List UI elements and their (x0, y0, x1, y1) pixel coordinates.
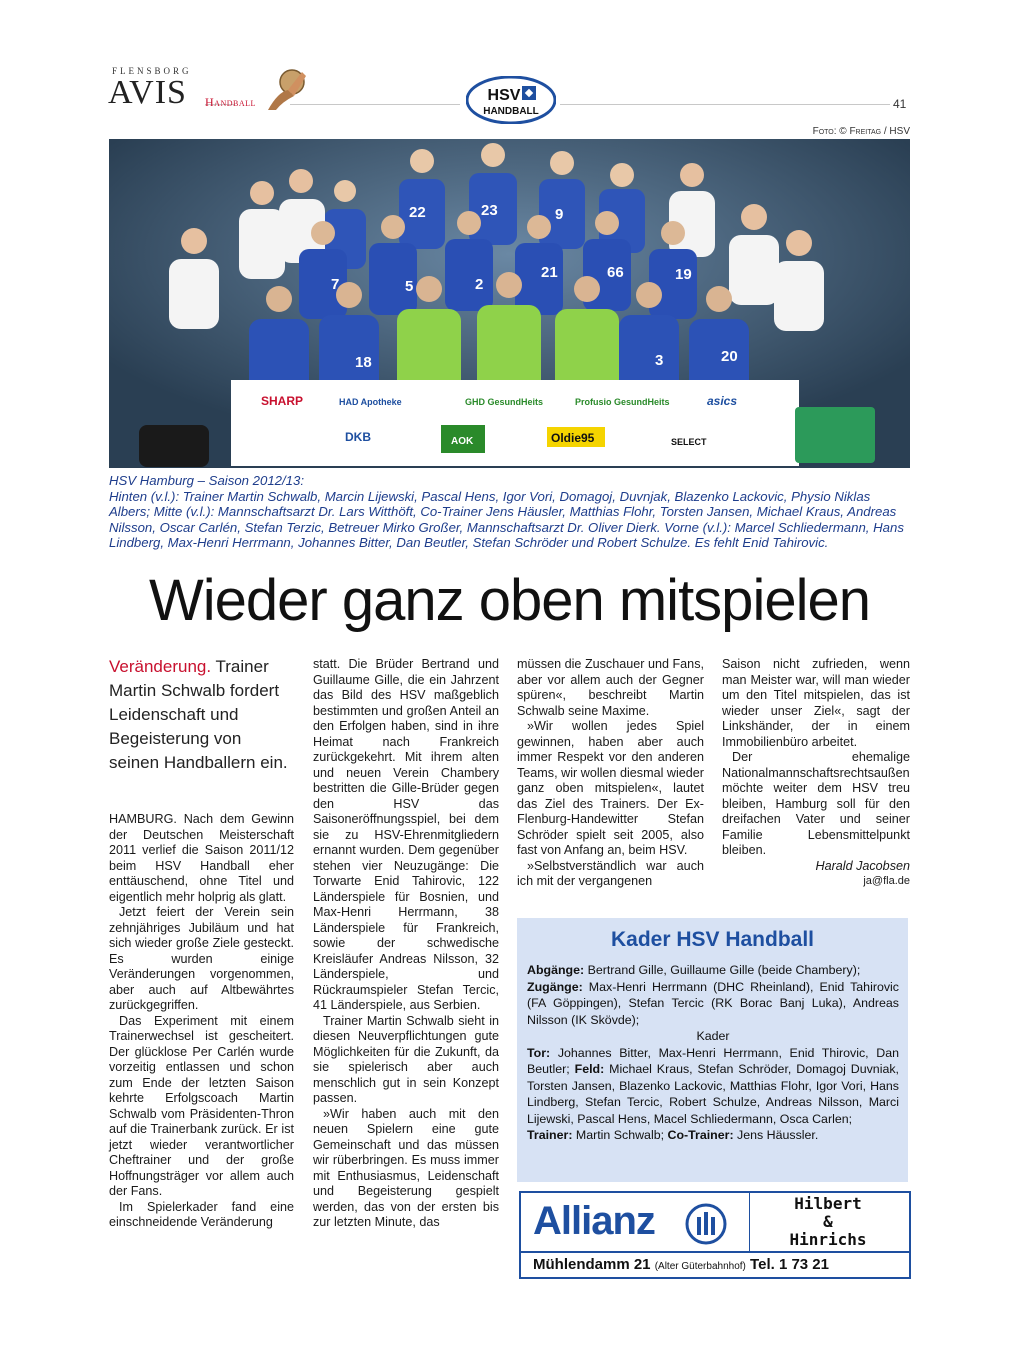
ad-street: Mühlendamm 21 (533, 1256, 651, 1273)
paragraph: Jetzt feiert der Verein sein zehnjähriges Jubiläum und hat sich wieder große Ziele gesteckt. Es wurden einige Veränderungen vorgenommen, aber auch auf Altbewährtes zurückgegriffen. (109, 905, 294, 1012)
zugaenge-label: Zugänge: (527, 979, 583, 994)
section-label: Handball (205, 95, 256, 109)
jersey-number: 2 (475, 276, 484, 293)
ad-line2: & (823, 1212, 833, 1231)
hsv-logo-top: HSV (487, 87, 521, 104)
article-column-4 (722, 657, 910, 890)
page-number: 41 (893, 97, 907, 111)
sponsor-sharp: SHARP (261, 394, 304, 408)
trainer-text: Martin Schwalb; (572, 1128, 665, 1142)
paragraph: »Wir haben auch mit den neuen Spielern eine gute Gemeinschaft und das müssen wir rüberbringen. Es muss immer mit Enthusiasmus, Leidenschaft und Begeisterung gespielt werden, das von der ersten bis zur letzten Minute, das (313, 1106, 499, 1229)
sponsor-aok: AOK (451, 436, 474, 447)
handball-player-icon (258, 62, 310, 112)
abgaenge-text: Bertrand Gille, Guillaume Gille (beide Chambery); (584, 963, 861, 977)
ad-rule (521, 1251, 909, 1253)
ad-brand: Allianz (533, 1199, 655, 1243)
jersey-number: 18 (355, 354, 372, 371)
paragraph: Trainer Martin Schwalb sieht in diesen Neuverpflichtungen gute Möglichkeiten für die Zukunft, da sie spielerisch aber auch menschlich gut in sein Konzept passen. (313, 1013, 499, 1105)
sponsor-asics: asics (707, 394, 738, 408)
paragraph: Das Experiment mit einem Trainerwechsel ist gescheitert. Der glücklose Per Carlén wurde vorzeitig entlassen und schon zum Ende der letzten Saison kehrte Erfolgscoach Martin Schwalb vom Präsidenten-Thron auf die Trainerbank zurück. Er ist jetzt wieder verantwortlicher Cheftrainer und der große Hoffnungsträger vor allem auch der Fans. (109, 1013, 294, 1198)
sponsor-had: HAD Apotheke (339, 397, 402, 407)
tor-label: Tor: (527, 1045, 551, 1060)
kader-title: Kader HSV Handball (610, 928, 815, 951)
header-rule-mid (290, 104, 460, 105)
jersey-number: 5 (405, 278, 414, 295)
ad-line3: Hinrichs (789, 1230, 867, 1249)
header-rule-right (560, 104, 890, 105)
zugaenge-text: Max-Henri Herrmann (DHC Rheinland), Enid Tahirovic (FA Göppingen), Stefan Tercic (RK Borac Banj Luka), Andreas Nilsson (IK Skövde); (527, 979, 899, 1027)
jersey-number: 21 (541, 264, 558, 281)
jersey-number: 7 (331, 276, 340, 293)
feld-label: Feld: (574, 1062, 605, 1076)
headline: Wieder ganz oben mitspielen (149, 568, 870, 633)
intro-text: Trainer Martin Schwalb fordert Leidenschaft und Begeisterung von seinen Handballern ein. (109, 657, 288, 772)
team-photo-players (109, 139, 910, 468)
caption-text: Hinten (v.l.): Trainer Martin Schwalb, Marcin Lijewski, Pascal Hens, Igor Vori, Domagoj, Duvnjak, Blazenko Lackovic, Physio Niklas Albers; Mitte (v.l.): Mannschaftsarzt Dr. Lars Witthöft, Co-Trainer Jens Häusler, Matthias Flohr, Torsten Jansen, Michael Kraus, Andreas Nilsson, Oscar Carlén, Stefan Terzic, Betreuer Mirko Großer, Mannschaftsarzt Dr. Oliver Dierk. Vorne (v.l.): Marcel Schliedermann, Hans Lindberg, Max-Henri Herrmann, Johannes Bitter, Dan Beutler, Stefan Schröder und Robert Schulze. Es fehlt Enid Tahirovic. (109, 488, 904, 550)
sponsor-ghd: GHD GesundHeits (465, 397, 544, 407)
cotrainer-label: Co-Trainer: (667, 1128, 734, 1142)
paragraph: Saison nicht zufrieden, wenn man Meister war, will man wieder um den Titel mitspielen, das ist wieder unser Ziel«, sagt der Linkshänder, der in einem Immobilienbüro arbeitet. (722, 657, 910, 749)
paragraph: Im Spielerkader fand eine einschneidende Veränderung (109, 1199, 294, 1229)
sponsor-profusio: Profusio GesundHeits (575, 397, 670, 407)
tor-text: Johannes Bitter, Max-Henri Herrmann, Enid Thirovic, Dan Beutler; (527, 1045, 899, 1076)
author-email: ja@fla.de (863, 875, 910, 887)
photo-credit: Foto: © Freitag / HSV (812, 126, 910, 137)
paragraph: statt. Die Brüder Bertrand und Guillaume Gille, die ein Jahrzent das Bild des HSV maßgeblich bestimmten und großen Anteil an den Erfolgen haben, sind in ihre Heimat nach Frankreich zurückgekehrt. Mit ihrem alten und neuen Verein Chambery bestritten die Gille-Brüder gegen den HSV das Saisoneröffnungsspiel, bei dem sie zu HSV-Ehrenmitgliedern ernannt wurden. Dem gegenüber stehen vier Neuzugänge: Die Torwarte Enid Tahirovic, 122 Länderspiele für Bosnien, und Max-Henri Herrmann, 38 Länderspiele für Frankreich, sowie der schwedische Kreisläufer Andreas Nilsson, 32 Länderspiele, und Rückraumspieler Stefan Tercic, 41 Länderspiele, aus Serbien. (313, 657, 499, 1012)
kader-subhead: Kader (696, 1029, 730, 1043)
jersey-number: 23 (481, 202, 498, 219)
allianz-logo-icon (685, 1203, 727, 1245)
jersey-number: 22 (409, 204, 426, 221)
sponsor-board (231, 380, 799, 466)
jersey-number: 20 (721, 348, 738, 365)
caption-title: HSV Hamburg – Saison 2012/13: (109, 473, 304, 488)
medical-case (795, 407, 875, 463)
jersey-number: 66 (607, 264, 624, 281)
photo-caption (109, 473, 910, 551)
paper-name: AVIS (108, 74, 187, 111)
trainer-label: Trainer: (527, 1128, 573, 1142)
intro-kicker: Veränderung. (109, 657, 212, 676)
jersey-number: 9 (555, 206, 564, 223)
kader-body (527, 962, 899, 1144)
allianz-ad (519, 1191, 911, 1279)
sponsor-dkb: DKB (345, 430, 371, 444)
ad-address (533, 1256, 829, 1273)
cotrainer-text: Jens Häussler. (733, 1128, 819, 1142)
ad-note: (Alter Güterbahnhof) (654, 1261, 746, 1272)
ad-phone: Tel. 1 73 21 (750, 1256, 829, 1273)
paragraph: »Selbstverständlich war auch ich mit der vergangenen (517, 858, 704, 888)
ad-divider (749, 1193, 750, 1251)
paragraph: Der ehemalige Nationalmannschaftsrechtsaußen möchte weiter dem HSV treu bleiben, Hamburg soll für den dreifachen Vater und seiner Familie Lebensmittelpunkt bleiben. (722, 750, 910, 857)
paragraph: HAMBURG. Nach dem Gewinn der Deutschen Meisterschaft 2011 verlief die Saison 2011/12 beim HSV Handball eher enttäuschend, ohne Titel und eigentlich mehr holprig als glatt. (109, 812, 294, 904)
team-photo (109, 139, 910, 468)
feld-text: Michael Kraus, Stefan Schröder, Domagoj Duvniak, Torsten Jansen, Blazenko Lackovic, Matthias Flohr, Igor Vori, Hans Lindberg, Stefan Tercic, Robert Schulze, Andreas Nilsson, Marci Lijewski, Pascal Hens, Macel Schliedermann, Osca Carlen; (527, 1062, 899, 1126)
kader-box (517, 918, 908, 1182)
ad-name-block (753, 1195, 903, 1249)
paper-small-title: FLENSBORG (112, 66, 192, 76)
paragraph: müssen die Zuschauer und Fans, aber vor allem auch der Gegner spüren«, beschreibt Martin Schwalb seine Maxime. (517, 657, 704, 718)
article-column-3 (517, 657, 704, 890)
hsv-logo-bottom: HANDBALL (483, 106, 539, 117)
author-name: Harald Jacobsen (815, 858, 910, 873)
jersey-number: 19 (675, 266, 692, 283)
sponsor-select: SELECT (671, 437, 707, 447)
jersey-number: 3 (655, 352, 664, 369)
intro (109, 655, 294, 775)
article-column-1 (109, 812, 294, 1231)
ad-line1: Hilbert (794, 1194, 862, 1213)
abgaenge-label: Abgänge: (527, 963, 585, 977)
sponsor-oldie: Oldie95 (551, 431, 595, 445)
sports-bag (139, 425, 209, 467)
hsv-handball-logo (466, 76, 556, 124)
paragraph: »Wir wollen jedes Spiel gewinnen, haben aber auch immer Respekt vor den anderen Teams, wir wollen diesmal wieder ganz oben mitspielen«, lautet das Ziel des Trainers. Der Ex-Flenburg-Handewitter Stefan Schröder spielt seit 2005, also fast von Anfang an, beim HSV. (517, 719, 704, 857)
article-column-2 (313, 657, 499, 1231)
